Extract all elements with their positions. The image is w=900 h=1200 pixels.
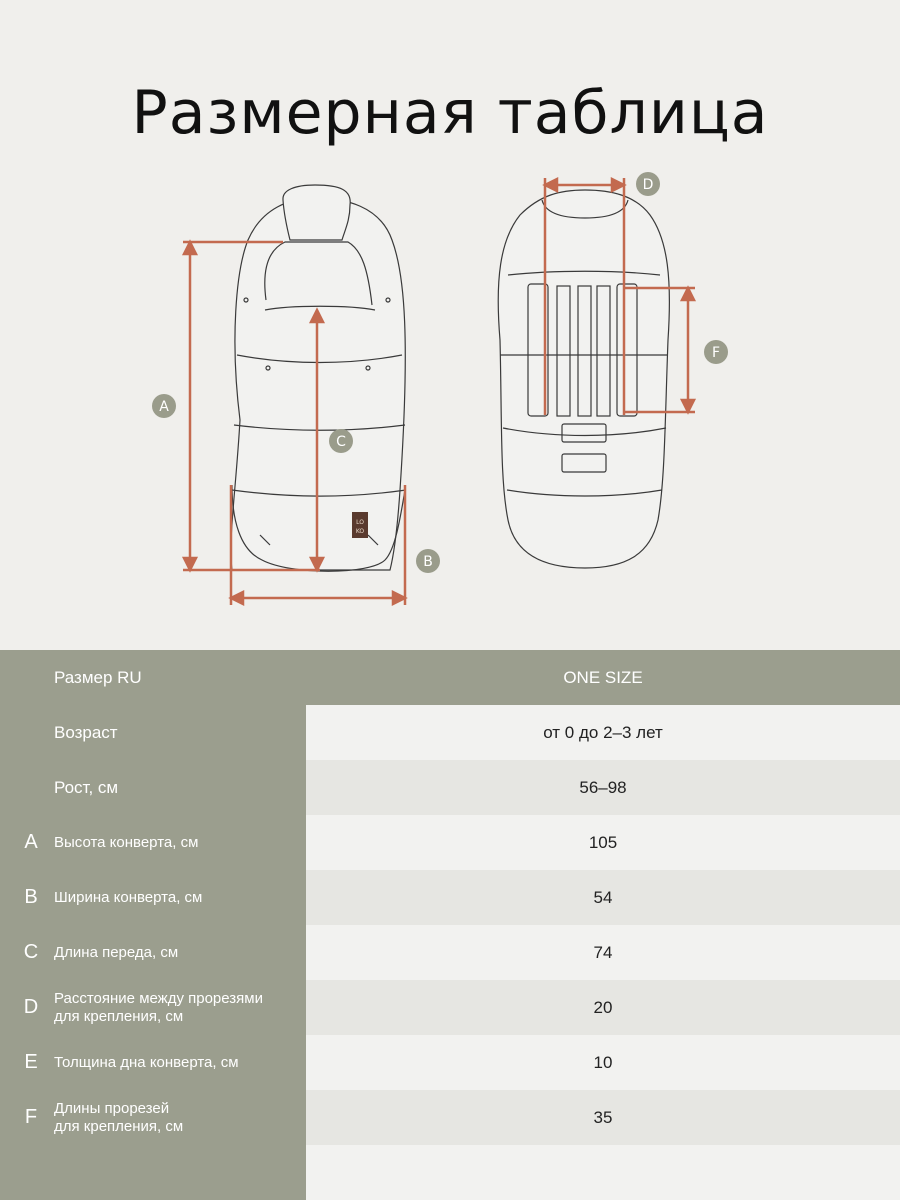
- row-letter: A: [24, 831, 38, 853]
- svg-text:D: D: [642, 177, 654, 193]
- row-value: 74: [593, 943, 613, 962]
- svg-text:LO: LO: [356, 519, 364, 526]
- table-row: [0, 760, 900, 815]
- row-letter: [18, 705, 44, 760]
- row-label: Толщина дна конверта, см: [54, 1053, 239, 1071]
- row-label: Длина переда, см: [54, 943, 179, 961]
- table-empty-row: [0, 1145, 900, 1200]
- svg-text:F: F: [711, 345, 721, 361]
- row-label: Возраст: [54, 722, 118, 742]
- row-letter: B: [24, 886, 38, 908]
- size-table: [0, 650, 900, 1200]
- size-diagram: [0, 160, 900, 630]
- row-label: Ширина конверта, см: [54, 888, 203, 906]
- header-label: Размер RU: [54, 667, 142, 687]
- svg-text:A: A: [159, 399, 169, 415]
- marker-c: [329, 429, 353, 453]
- table-row: [0, 705, 900, 760]
- table-row: [0, 980, 900, 1035]
- row-value: 105: [588, 833, 618, 852]
- marker-f: [704, 340, 728, 364]
- row-value: 56–98: [579, 778, 627, 797]
- row-letter: D: [23, 996, 39, 1018]
- table-row: [0, 870, 900, 925]
- row-label: Расстояние между прорезями для крепления, см: [54, 989, 263, 1025]
- table-row: [0, 1090, 900, 1145]
- row-value: 35: [593, 1108, 613, 1127]
- page-title: Размерная таблица: [131, 78, 769, 148]
- marker-a: [152, 394, 176, 418]
- row-value: 54: [593, 888, 613, 907]
- svg-text:C: C: [336, 434, 346, 450]
- row-letter: C: [23, 941, 39, 963]
- row-letter: E: [24, 1051, 38, 1073]
- row-label: Высота конверта, см: [54, 833, 199, 851]
- row-value: 20: [593, 998, 613, 1017]
- back-view-outline: [498, 190, 669, 568]
- marker-d: [636, 172, 660, 196]
- svg-text:B: B: [423, 554, 433, 570]
- row-letter: [18, 760, 44, 815]
- row-value: от 0 до 2–3 лет: [543, 723, 663, 742]
- row-label: Рост, см: [54, 777, 119, 797]
- header-value: ONE SIZE: [563, 668, 643, 687]
- marker-b: [416, 549, 440, 573]
- table-row: [0, 1035, 900, 1090]
- svg-text:KO: KO: [355, 528, 365, 535]
- table-row: [0, 925, 900, 980]
- row-label: Длины прорезей для крепления, см: [54, 1099, 184, 1135]
- table-row: [0, 815, 900, 870]
- row-letter: F: [24, 1106, 38, 1128]
- row-value: 10: [593, 1053, 613, 1072]
- table-header-row: [0, 650, 900, 705]
